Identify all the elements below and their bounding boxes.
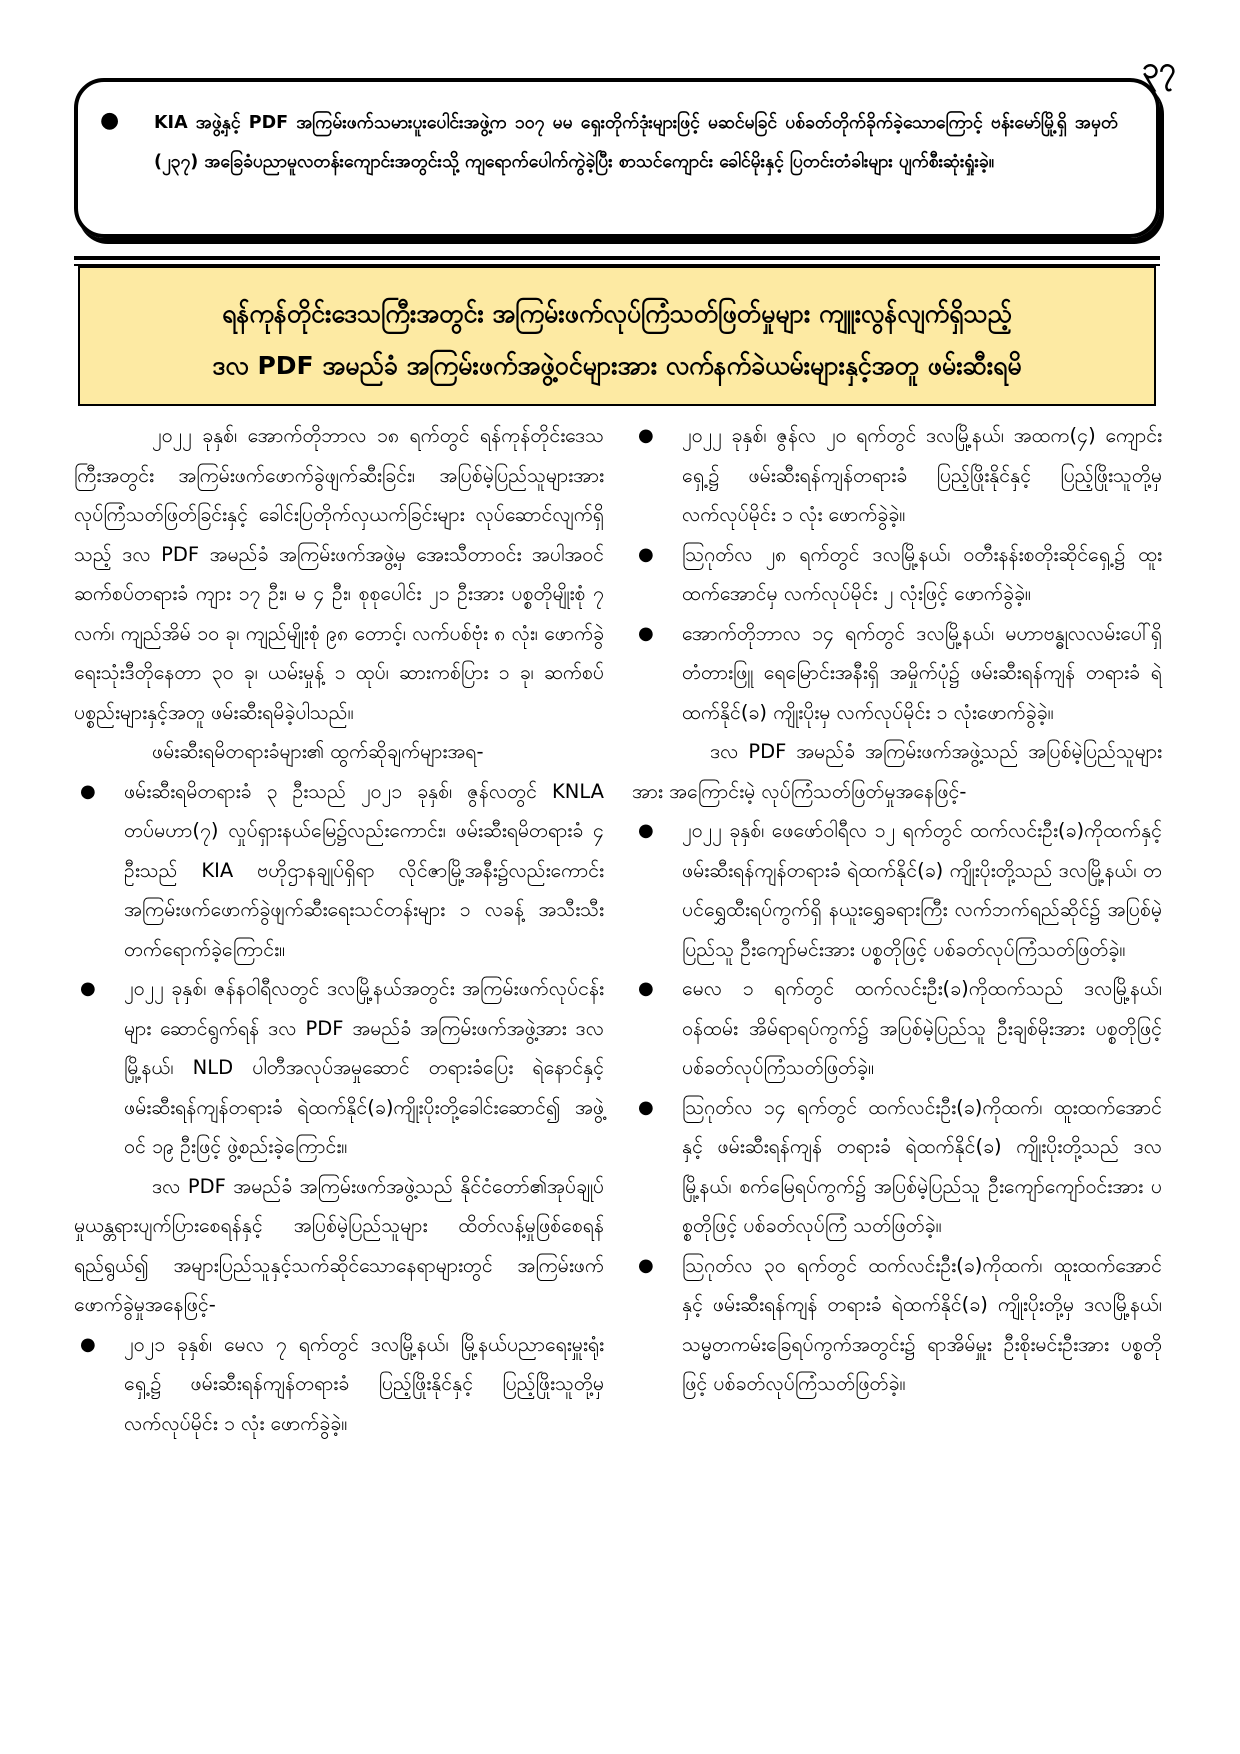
highlight-text: KIA အဖွဲ့နှင့် PDF အကြမ်းဖက်သမားပူးပေါင်းအဖွဲ့က ၁၀၇ မမ ရှေးတိုက်ဒုံးများဖြင့် မဆင်မခြင် ပစ်ခတ်တိုက်ခိုက်ခဲ့သောကြောင့် ဗန်းမော်မြို့ရှိ အမှတ် (၂၃၇) အခြေခံပညာမူလတန်းကျောင်းအတွင်းသို့ ကျရောက်ပေါက်ကွဲခဲ့ပြီး စာသင်ကျောင်း ခေါင်မိုးနှင့် ပြတင်းတံခါးများ ပျက်စီးဆုံးရှုံးခဲ့။ <box>154 113 1118 172</box>
list-item: ● ၂၀၂၂ ခုနှစ်၊ ဖေဖော်ဝါရီလ ၁၂ ရက်တွင် ထက်လင်းဦး(ခ)ကိုထက်နှင့် ဖမ်းဆီးရန်ကျန်တရားခံ ရဲထက်နိုင်(ခ) ကျိုးပိုးတို့သည် ဒလမြို့နယ်၊ တပင်ရွှေထီးရပ်ကွက်ရှိ နယူးရွှေခရားကြီး လက်ဘက်ရည်ဆိုင်၌ အပြစ်မဲ့ပြည်သူ ဦးကျော်မင်းအား ပစ္စတိုဖြင့် ပစ်ခတ်လုပ်ကြံသတ်ဖြတ်ခဲ့။ <box>632 811 1162 969</box>
list-item: ● ဖမ်းဆီးရမိတရားခံ ၃ ဦးသည် ၂၀၂၁ ခုနှစ်၊ ဇွန်လတွင် KNLA တပ်မဟာ(၇) လှုပ်ရှားနယ်မြေ၌လည်းကောင်း၊ ဖမ်းဆီးရမိတရားခံ ၄ ဦးသည် KIA ဗဟိုဌာနချုပ်ရှိရာ လိုင်ဇာမြို့အနီး၌လည်းကောင်း အကြမ်းဖက်ဖောက်ခွဲဖျက်ဆီးရေးသင်တန်းများ ၁ လခန့် အသီးသီး တက်ရောက်ခဲ့ကြောင်း။ <box>74 772 604 970</box>
intro-paragraph: ၂၀၂၂ ခုနှစ်၊ အောက်တိုဘာလ ၁၈ ရက်တွင် ရန်ကုန်တိုင်းဒေသကြီးအတွင်း အကြမ်းဖက်ဖောက်ခွဲဖျက်ဆီးခြင်း၊ အပြစ်မဲ့ပြည်သူများအား လုပ်ကြံသတ်ဖြတ်ခြင်းနှင့် ခေါင်းပြတိုက်လှယက်ခြင်းများ လုပ်ဆောင်လျက်ရှိသည့် ဒလ PDF အမည်ခံ အကြမ်းဖက်အဖွဲ့မှ အေးသီတာဝင်း အပါအဝင် ဆက်စပ်တရားခံ ကျား ၁၇ ဦး၊ မ ၄ ဦး၊ စုစုပေါင်း ၂၁ ဦးအား ပစ္စတိုမျိုးစုံ ၇ လက်၊ ကျည်အိမ် ၁၀ ခု၊ ကျည်မျိုးစုံ ၉၈ တောင့်၊ လက်ပစ်ဗုံး ၈ လုံး၊ ဖောက်ခွဲရေးသုံးဒီတိုနေတာ ၃၀ ခု၊ ယမ်းမှုန့် ၁ ထုပ်၊ ဆားကစ်ပြား ၁ ခု၊ ဆက်စပ် ပစ္စည်းများနှင့်အတူ ဖမ်းဆီးရမိခဲ့ပါသည်။ <box>74 424 604 724</box>
list-item: ● ၂၀၂၂ ခုနှစ်၊ ဇွန်လ ၂၀ ရက်တွင် ဒလမြို့နယ်၊ အထက(၄) ကျောင်းရှေ့၌ ဖမ်းဆီးရန်ကျန်တရားခံ ပြည့်ဖြိုးနိုင်နှင့် ပြည့်ဖြိုးသူတို့မှ လက်လုပ်မိုင်း ၁ လုံး ဖောက်ခွဲခဲ့။ <box>632 416 1162 535</box>
headline-line-2: ဒလ PDF အမည်ခံ အကြမ်းဖက်အဖွဲ့ဝင်များအား လက်နက်ခဲယမ်းများနှင့်အတူ ဖမ်းဆီးရမိ <box>212 351 1022 380</box>
subheading: ဖမ်းဆီးရမိတရားခံများ၏ ထွက်ဆိုချက်များအရ- <box>152 740 484 763</box>
list-item: ● ဩဂုတ်လ ၃၀ ရက်တွင် ထက်လင်းဦး(ခ)ကိုထက်၊ ထူးထက်အောင်နှင့် ဖမ်းဆီးရန်ကျန် တရားခံ ရဲထက်နိုင်(ခ) ကျိုးပိုးတို့မှ ဒလမြို့နယ်၊ သမ္မတကမ်းခြေရပ်ကွက်အတွင်း၌ ရာအိမ်မှူး ဦးစိုးမင်းဦးအား ပစ္စတိုဖြင့် ပစ်ခတ်လုပ်ကြံသတ်ဖြတ်ခဲ့။ <box>632 1246 1162 1404</box>
list-item: ● ဩဂုတ်လ ၁၄ ရက်တွင် ထက်လင်းဦး(ခ)ကိုထက်၊ ထူးထက်အောင်နှင့် ဖမ်းဆီးရန်ကျန် တရားခံ ရဲထက်နိုင်(ခ) ကျိုးပိုးတို့သည် ဒလမြို့နယ်၊ စက်မြေရပ်ကွက်၌ အပြစ်မဲ့ပြည်သူ ဦးကျော်ကျော်ဝင်းအား ပစ္စတိုဖြင့် ပစ်ခတ်လုပ်ကြံ သတ်ဖြတ်ခဲ့။ <box>632 1088 1162 1246</box>
killings-intro-paragraph: ဒလ PDF အမည်ခံ အကြမ်းဖက်အဖွဲ့သည် အပြစ်မဲ့ပြည်သူများအား အကြောင်းမဲ့ လုပ်ကြံသတ်ဖြတ်မှုအနေဖြင့်- <box>632 740 1162 803</box>
bombing-intro-paragraph: ဒလ PDF အမည်ခံ အကြမ်းဖက်အဖွဲ့သည် နိုင်ငံတော်၏အုပ်ချုပ်မှုယန္တရားပျက်ပြားစေရန်နှင့် အပြစ်မဲ့ပြည်သူများ ထိတ်လန့်မှုဖြစ်စေရန်ရည်ရွယ်၍ အများပြည်သူနှင့်သက်ဆိုင်သောနေရာများတွင် အကြမ်းဖက်ဖောက်ခွဲမှုအနေဖြင့်- <box>74 1174 604 1316</box>
highlight-box <box>74 78 1160 238</box>
bombing-list-continued <box>632 416 1162 732</box>
list-item: ● အောက်တိုဘာလ ၁၄ ရက်တွင် ဒလမြို့နယ်၊ မဟာဗန္ဓုလလမ်းပေါ်ရှိ တံတားဖြူ ရေမြောင်းအနီးရှိ အမှိုက်ပုံ၌ ဖမ်းဆီးရန်ကျန် တရားခံ ရဲထက်နိုင်(ခ) ကျိုးပိုးမှ လက်လုပ်မိုင်း ၁ လုံးဖောက်ခွဲခဲ့။ <box>632 614 1162 733</box>
confession-list <box>74 772 604 1167</box>
page-number: ၃၇ <box>1142 51 1176 86</box>
list-item: ● ၂၀၂၂ ခုနှစ်၊ ဇန်နဝါရီလတွင် ဒလမြို့နယ်အတွင်း အကြမ်းဖက်လုပ်ငန်းများ ဆောင်ရွက်ရန် ဒလ PDF အမည်ခံ အကြမ်းဖက်အဖွဲ့အား ဒလမြို့နယ်၊ NLD ပါတီအလုပ်အမှုဆောင် တရားခံပြေး ရဲနောင်နှင့် ဖမ်းဆီးရန်ကျန်တရားခံ ရဲထက်နိုင်(ခ)ကျိုးပိုးတို့ခေါင်းဆောင်၍ အဖွဲ့ဝင် ၁၉ ဦးဖြင့် ဖွဲ့စည်းခဲ့ကြောင်း။ <box>74 969 604 1167</box>
right-column <box>632 416 1162 1404</box>
list-item: ● ၂၀၂၁ ခုနှစ်၊ မေလ ၇ ရက်တွင် ဒလမြို့နယ်၊ မြို့နယ်ပညာရေးမှူးရုံးရှေ့၌ ဖမ်းဆီးရန်ကျန်တရားခံ ပြည့်ဖြိုးနိုင်နှင့် ပြည့်ဖြိုးသူတို့မှ လက်လုပ်မိုင်း ၁ လုံး ဖောက်ခွဲခဲ့။ <box>74 1325 604 1444</box>
bullet-icon: ● <box>100 108 120 133</box>
bombing-list <box>74 1325 604 1444</box>
list-item: ● ဩဂုတ်လ ၂၈ ရက်တွင် ဒလမြို့နယ်၊ ဝတီးနန်းစတိုးဆိုင်ရှေ့၌ ထူးထက်အောင်မှ လက်လုပ်မိုင်း ၂ လုံးဖြင့် ဖောက်ခွဲခဲ့။ <box>632 535 1162 614</box>
killings-list <box>632 811 1162 1404</box>
list-item: ● မေလ ၁ ရက်တွင် ထက်လင်းဦး(ခ)ကိုထက်သည် ဒလမြို့နယ်၊ ဝန်ထမ်း အိမ်ရာရပ်ကွက်၌ အပြစ်မဲ့ပြည်သူ ဦးချစ်မိုးအား ပစ္စတိုဖြင့် ပစ်ခတ်လုပ်ကြံသတ်ဖြတ်ခဲ့။ <box>632 969 1162 1088</box>
article-headline <box>78 266 1156 406</box>
headline-line-1: ရန်ကုန်တိုင်းဒေသကြီးအတွင်း အကြမ်းဖက်လုပ်ကြံသတ်ဖြတ်မှုများ ကျူးလွန်လျက်ရှိသည့် <box>222 299 1012 328</box>
left-column <box>74 416 604 1443</box>
divider-thick <box>74 256 1160 260</box>
